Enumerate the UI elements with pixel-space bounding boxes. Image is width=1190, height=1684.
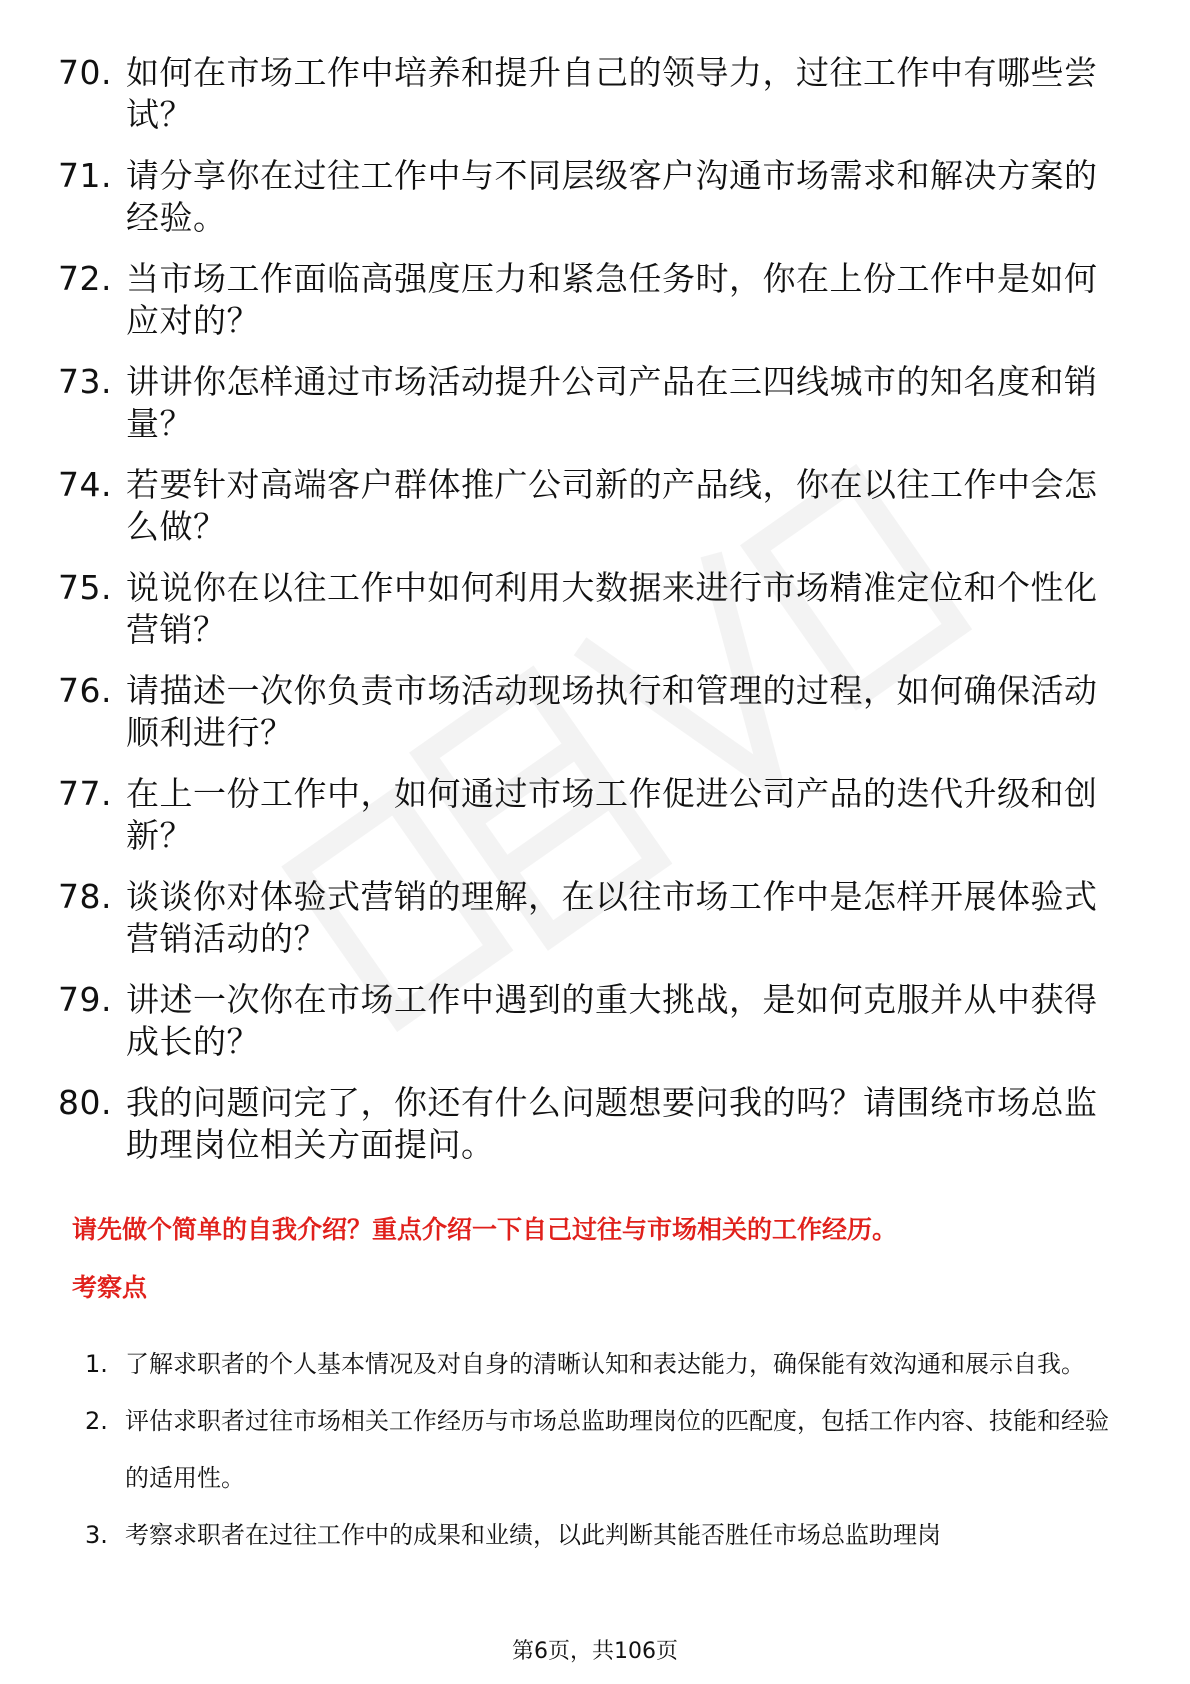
assessment-points-heading: 考察点 xyxy=(72,1273,148,1302)
question-item xyxy=(58,258,1118,342)
question-number: 71. xyxy=(58,156,112,195)
question-item xyxy=(58,52,1118,136)
question-number: 80. xyxy=(58,1083,112,1122)
question-text: 我的问题问完了，你还有什么问题想要问我的吗？请围绕市场总监助理岗位相关方面提问。 xyxy=(126,1083,1098,1164)
question-list xyxy=(58,52,1118,1185)
question-text: 在上一份工作中，如何通过市场工作促进公司产品的迭代升级和创新？ xyxy=(126,774,1098,855)
question-item xyxy=(58,1082,1118,1166)
question-number: 73. xyxy=(58,362,112,401)
question-item xyxy=(58,876,1118,960)
question-item xyxy=(58,773,1118,857)
assessment-point xyxy=(85,1336,1120,1393)
question-item xyxy=(58,979,1118,1063)
question-number: 72. xyxy=(58,259,112,298)
question-number: 76. xyxy=(58,671,112,710)
point-number: 2. xyxy=(85,1407,108,1435)
question-number: 78. xyxy=(58,877,112,916)
question-item xyxy=(58,464,1118,548)
question-item xyxy=(58,361,1118,445)
question-text: 当市场工作面临高强度压力和紧急任务时，你在上份工作中是如何应对的？ xyxy=(126,259,1098,340)
page-number-footer: 第6页，共106页 xyxy=(512,1639,678,1664)
question-text: 请分享你在过往工作中与不同层级客户沟通市场需求和解决方案的经验。 xyxy=(126,156,1098,237)
assessment-point xyxy=(85,1507,1120,1564)
assessment-points-list xyxy=(85,1336,1120,1564)
question-number: 77. xyxy=(58,774,112,813)
point-number: 3. xyxy=(85,1521,108,1549)
question-text: 谈谈你对体验式营销的理解，在以往市场工作中是怎样开展体验式营销活动的？ xyxy=(126,877,1098,958)
question-text: 说说你在以往工作中如何利用大数据来进行市场精准定位和个性化营销？ xyxy=(126,568,1098,649)
question-number: 74. xyxy=(58,465,112,504)
question-text: 若要针对高端客户群体推广公司新的产品线，你在以往工作中会怎么做？ xyxy=(126,465,1098,546)
question-text: 如何在市场工作中培养和提升自己的领导力，过往工作中有哪些尝试？ xyxy=(126,53,1098,134)
point-text: 考察求职者在过往工作中的成果和业绩，以此判断其能否胜任市场总监助理岗 xyxy=(125,1521,941,1549)
question-item xyxy=(58,670,1118,754)
question-text: 讲讲你怎样通过市场活动提升公司产品在三四线城市的知名度和销量？ xyxy=(126,362,1098,443)
point-text: 了解求职者的个人基本情况及对自身的清晰认知和表达能力，确保能有效沟通和展示自我。 xyxy=(125,1350,1085,1378)
point-number: 1. xyxy=(85,1350,108,1378)
question-text: 讲述一次你在市场工作中遇到的重大挑战，是如何克服并从中获得成长的？ xyxy=(126,980,1098,1061)
question-number: 70. xyxy=(58,53,112,92)
question-number: 79. xyxy=(58,980,112,1019)
assessment-point xyxy=(85,1393,1120,1507)
question-text: 请描述一次你负责市场活动现场执行和管理的过程，如何确保活动顺利进行？ xyxy=(126,671,1098,752)
question-item xyxy=(58,567,1118,651)
question-item xyxy=(58,155,1118,239)
point-text: 评估求职者过往市场相关工作经历与市场总监助理岗位的匹配度，包括工作内容、技能和经验的适用性。 xyxy=(125,1407,1109,1492)
featured-question: 请先做个简单的自我介绍？重点介绍一下自己过往与市场相关的工作经历。 xyxy=(72,1215,898,1244)
question-number: 75. xyxy=(58,568,112,607)
